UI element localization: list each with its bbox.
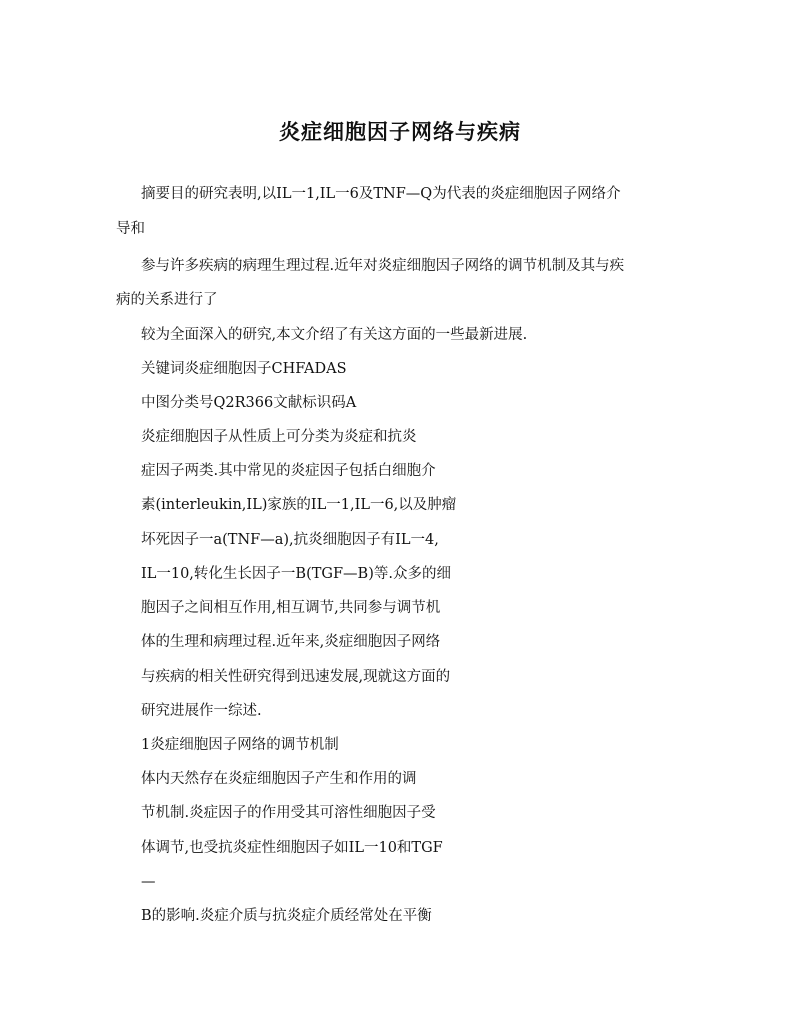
abstract-line-4: 病的关系进行了 <box>116 292 218 308</box>
section-line-3: 体调节,也受抗炎症性细胞因子如IL一10和TGF <box>141 840 443 856</box>
section-line-1: 体内天然存在炎症细胞因子产生和作用的调 <box>141 771 417 787</box>
section-line-5: B的影响.炎症介质与抗炎症介质经常处在平衡 <box>141 908 432 924</box>
document-title: 炎症细胞因子网络与疾病 <box>279 119 521 144</box>
keywords-line: 关键词炎症细胞因子CHFADAS <box>141 361 347 377</box>
body-line-9: 研究进展作一综述. <box>141 703 262 719</box>
abstract-line-2: 导和 <box>116 221 145 237</box>
body-line-5: IL一10,转化生长因子一B(TGF—B)等.众多的细 <box>141 566 451 582</box>
abstract-line-1: 摘要目的研究表明,以IL一1,IL一6及TNF—Q为代表的炎症细胞因子网络介 <box>141 186 621 202</box>
section-line-4: — <box>141 874 156 890</box>
abstract-line-5: 较为全面深入的研究,本文介绍了有关这方面的一些最新进展. <box>141 327 528 343</box>
body-line-6: 胞因子之间相互作用,相互调节,共同参与调节机 <box>141 600 441 616</box>
body-line-4: 坏死因子一a(TNF—a),抗炎细胞因子有IL一4, <box>141 532 439 548</box>
body-line-2: 症因子两类.其中常见的炎症因子包括白细胞介 <box>141 463 436 479</box>
abstract-line-3: 参与许多疾病的病理生理过程.近年对炎症细胞因子网络的调节机制及其与疾 <box>141 258 625 274</box>
body-line-1: 炎症细胞因子从性质上可分类为炎症和抗炎 <box>141 429 417 445</box>
body-line-8: 与疾病的相关性研究得到迅速发展,现就这方面的 <box>141 669 451 685</box>
body-line-3: 素(interleukin,IL)家族的IL一1,IL一6,以及肿瘤 <box>141 497 457 513</box>
section-heading: 1炎症细胞因子网络的调节机制 <box>141 737 339 753</box>
body-line-7: 体的生理和病理过程.近年来,炎症细胞因子网络 <box>141 634 441 650</box>
section-line-2: 节机制.炎症因子的作用受其可溶性细胞因子受 <box>141 805 436 821</box>
classification-line: 中图分类号Q2R366文献标识码A <box>141 395 357 411</box>
